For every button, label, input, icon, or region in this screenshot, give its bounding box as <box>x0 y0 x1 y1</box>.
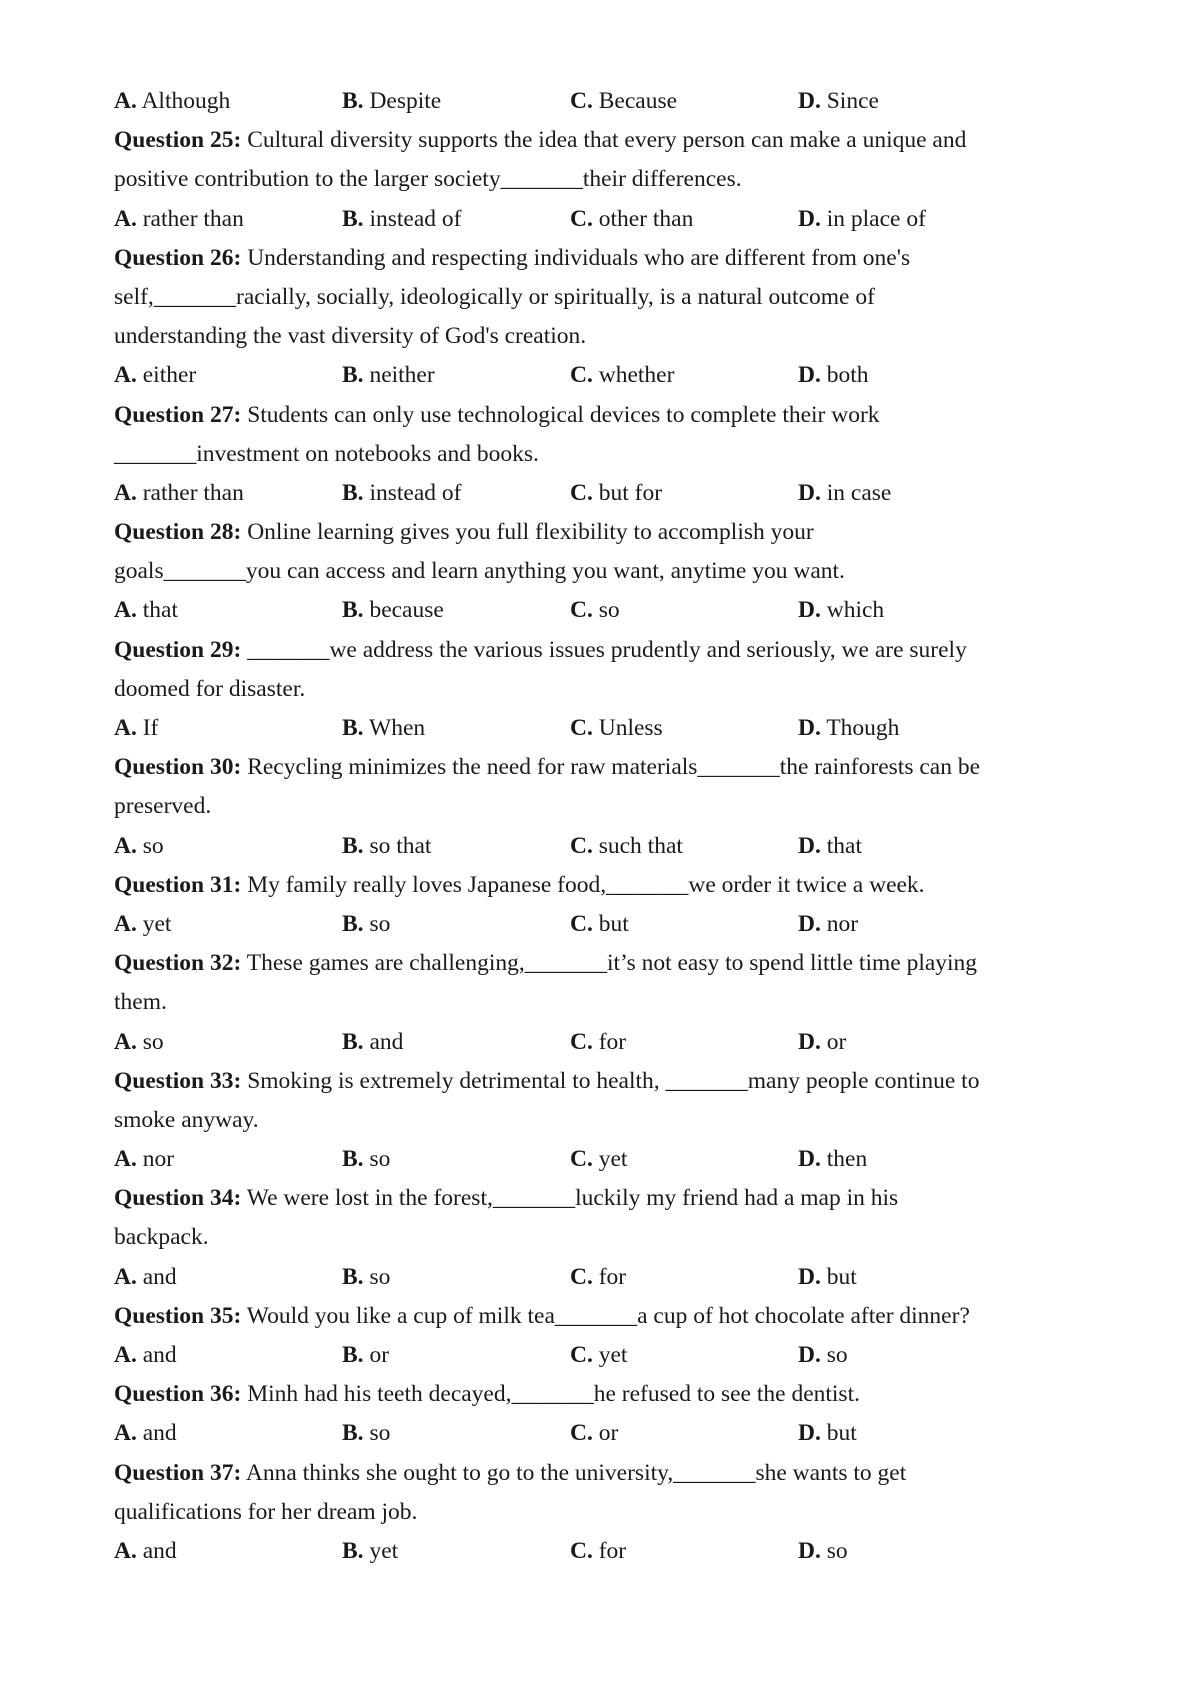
question-text: positive contribution to the larger society_______their differences. <box>114 166 742 193</box>
question-text-line <box>114 1297 1104 1336</box>
option-b: B. yet <box>342 1537 399 1564</box>
question-text-line <box>114 317 1104 356</box>
question-text: understanding the vast diversity of God's creation. <box>114 323 587 350</box>
option-c: C. for <box>570 1263 627 1290</box>
options-row <box>114 200 1104 239</box>
option-d: D. then <box>798 1146 868 1173</box>
question-block <box>114 1454 1104 1572</box>
option-c: C. yet <box>570 1342 628 1368</box>
question-block <box>114 1297 1104 1375</box>
option-d: D. which <box>798 597 885 624</box>
option-a: A. nor <box>114 1146 175 1173</box>
question-text: Smoking is extremely detrimental to health, _______many people continue to <box>247 1067 980 1094</box>
question-text-line <box>114 1454 1104 1493</box>
option-c: C. but <box>570 910 629 937</box>
option-c: C. or <box>570 1420 619 1447</box>
question-label: Question 28: <box>114 519 242 546</box>
option-b: B. Despite <box>342 88 442 114</box>
option-d: D. Since <box>798 88 879 114</box>
question-text: self,_______racially, socially, ideologically or spiritually, is a natural outcome of <box>114 283 875 310</box>
option-c: C. so <box>570 597 620 624</box>
question-text: goals_______you can access and learn anything you want, anytime you want. <box>114 558 845 585</box>
options-row <box>114 1023 1104 1062</box>
question-block <box>114 944 1104 1062</box>
option-b: B. neither <box>342 362 435 389</box>
question-text: Understanding and respecting individuals who are different from one's <box>247 244 911 271</box>
option-d: D. or <box>798 1028 847 1055</box>
question-text-line <box>114 1179 1104 1218</box>
option-d: D. so <box>798 1537 848 1564</box>
option-d: D. but <box>798 1263 857 1290</box>
question-text: _______we address the various issues prudently and seriously, we are surely <box>247 636 967 663</box>
question-label: Question 32: <box>114 950 242 977</box>
question-text: backpack. <box>114 1224 209 1251</box>
options-row <box>114 827 1104 866</box>
option-c: C. for <box>570 1028 627 1055</box>
question-text-line <box>114 631 1104 670</box>
question-text-line <box>114 1101 1104 1140</box>
question-block <box>114 1062 1104 1180</box>
option-b: B. When <box>342 715 426 741</box>
option-b: B. so that <box>342 832 432 859</box>
question-text: Minh had his teeth decayed,_______he refused to see the dentist. <box>247 1381 860 1408</box>
option-d: D. that <box>798 832 862 859</box>
question-block <box>114 1375 1104 1453</box>
option-a: A. yet <box>114 910 172 937</box>
option-a: A. so <box>114 1028 164 1055</box>
question-text: smoke anyway. <box>114 1106 259 1133</box>
question-text: doomed for disaster. <box>114 675 306 702</box>
worksheet-page <box>114 82 1104 1571</box>
options-row-q24 <box>114 82 1104 121</box>
option-c: C. yet <box>570 1146 628 1173</box>
option-a: A. and <box>114 1342 177 1368</box>
option-d: D. nor <box>798 910 859 937</box>
question-text-line <box>114 552 1104 591</box>
question-label: Question 34: <box>114 1185 242 1212</box>
option-a: A. rather than <box>114 205 244 232</box>
question-label: Question 37: <box>114 1459 242 1486</box>
question-label: Question 27: <box>114 401 242 428</box>
question-text: Anna thinks she ought to go to the university,_______she wants to get <box>245 1459 907 1486</box>
question-text-line <box>114 670 1104 709</box>
question-label: Question 26: <box>114 244 242 271</box>
option-a: A. If <box>114 715 159 741</box>
options-row <box>114 709 1104 748</box>
options-row <box>114 1258 1104 1297</box>
option-a: A. and <box>114 1263 177 1290</box>
option-c: C. for <box>570 1537 627 1564</box>
option-a: A. either <box>114 362 197 389</box>
option-c: C. whether <box>570 362 675 389</box>
option-b: B. so <box>342 1263 391 1290</box>
option-b: B. or <box>342 1342 390 1368</box>
question-text-line <box>114 1218 1104 1257</box>
option-c: C. other than <box>570 205 694 232</box>
question-block <box>114 866 1104 944</box>
option-a: A. so <box>114 832 164 859</box>
question-text: We were lost in the forest,_______luckily my friend had a map in his <box>246 1185 899 1212</box>
question-block <box>114 121 1104 239</box>
option-a: A. and <box>114 1420 177 1447</box>
question-text-line <box>114 944 1104 983</box>
question-block <box>114 239 1104 396</box>
options-row <box>114 1414 1104 1453</box>
option-c: C. such that <box>570 832 683 859</box>
option-c: C. but for <box>570 479 663 506</box>
option-b: B. so <box>342 1146 391 1173</box>
question-label: Question 31: <box>114 871 242 898</box>
option-c: C. Unless <box>570 715 663 741</box>
question-block <box>114 748 1104 866</box>
question-block <box>114 631 1104 749</box>
question-text: Students can only use technological devices to complete their work <box>247 401 880 428</box>
question-text-line <box>114 787 1104 826</box>
options-row <box>114 1336 1104 1375</box>
question-block <box>114 513 1104 631</box>
question-text-line <box>114 160 1104 199</box>
question-label: Question 33: <box>114 1067 242 1094</box>
option-a: A. rather than <box>114 479 244 506</box>
question-text-line <box>114 983 1104 1022</box>
options-row <box>114 1532 1104 1571</box>
question-text: Would you like a cup of milk tea_______a cup of hot chocolate after dinner? <box>246 1302 970 1329</box>
option-a: A. Although <box>114 88 231 114</box>
question-text-line <box>114 866 1104 905</box>
question-label: Question 29: <box>114 636 242 663</box>
option-d: D. Though <box>798 715 900 741</box>
option-b: B. and <box>342 1028 404 1055</box>
question-text: preserved. <box>114 793 212 820</box>
question-text-line <box>114 1493 1104 1532</box>
question-text: Cultural diversity supports the idea that every person can make a unique and <box>247 127 967 154</box>
question-text-line <box>114 278 1104 317</box>
options-row <box>114 1140 1104 1179</box>
option-d: D. so <box>798 1342 848 1368</box>
question-block <box>114 396 1104 514</box>
options-row <box>114 356 1104 395</box>
options-row <box>114 474 1104 513</box>
question-text-line <box>114 1375 1104 1414</box>
options-row <box>114 905 1104 944</box>
question-text-line <box>114 513 1104 552</box>
question-text-line <box>114 239 1104 278</box>
option-d: D. in case <box>798 479 892 506</box>
option-a: A. that <box>114 597 178 624</box>
question-label: Question 36: <box>114 1381 242 1408</box>
question-text: _______investment on notebooks and books. <box>114 440 539 467</box>
question-text: Online learning gives you full flexibility to accomplish your <box>247 519 814 546</box>
question-label: Question 25: <box>114 127 242 154</box>
option-a: A. and <box>114 1537 177 1564</box>
option-b: B. instead of <box>342 205 462 232</box>
question-text: My family really loves Japanese food,_______we order it twice a week. <box>247 871 925 898</box>
option-d: D. but <box>798 1420 857 1447</box>
question-block <box>114 1179 1104 1297</box>
option-d: D. in place of <box>798 205 926 232</box>
question-text-line <box>114 748 1104 787</box>
question-text: Recycling minimizes the need for raw materials_______the rainforests can be <box>247 754 981 781</box>
question-label: Question 30: <box>114 754 242 781</box>
question-text-line <box>114 1062 1104 1101</box>
question-text-line <box>114 396 1104 435</box>
question-text-line <box>114 435 1104 474</box>
options-row <box>114 591 1104 630</box>
question-list <box>114 121 1104 1571</box>
option-c: C. Because <box>570 88 678 114</box>
question-text-line <box>114 121 1104 160</box>
question-text: These games are challenging,_______it’s not easy to spend little time playing <box>246 950 978 977</box>
option-b: B. instead of <box>342 479 462 506</box>
option-b: B. because <box>342 597 444 624</box>
option-b: B. so <box>342 1420 391 1447</box>
question-text: qualifications for her dream job. <box>114 1498 418 1525</box>
question-text: them. <box>114 989 167 1016</box>
option-b: B. so <box>342 910 391 937</box>
option-d: D. both <box>798 362 869 389</box>
question-label: Question 35: <box>114 1302 242 1329</box>
